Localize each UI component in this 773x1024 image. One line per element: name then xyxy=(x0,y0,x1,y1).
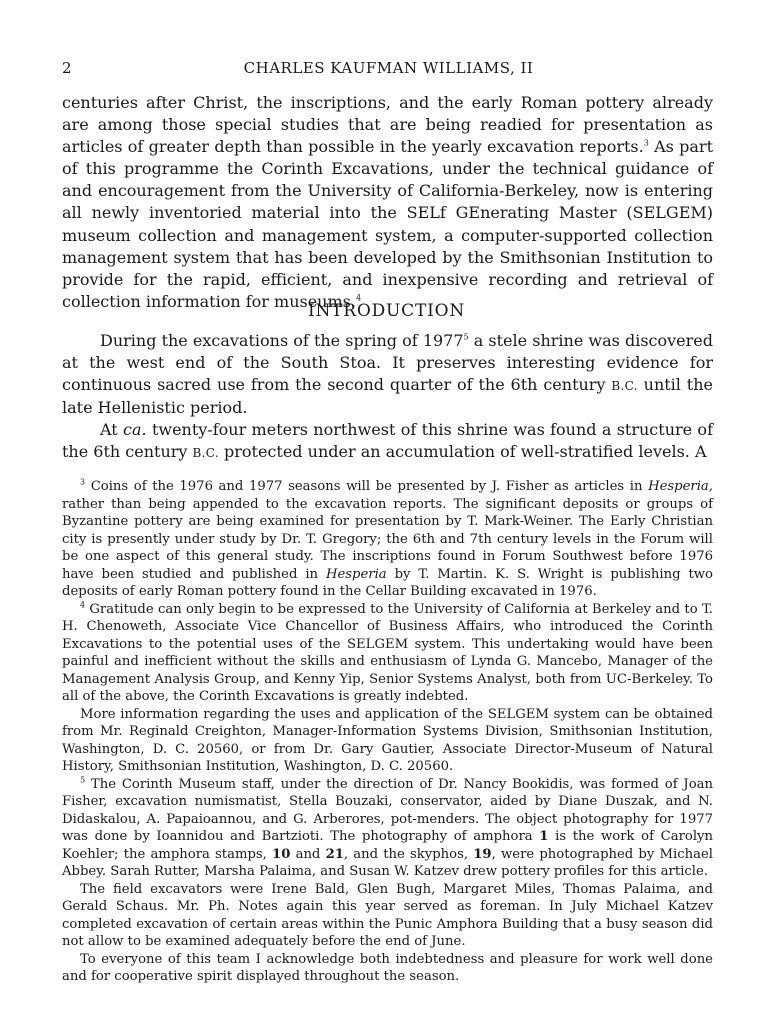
footnote-text: and xyxy=(290,846,326,862)
page-header xyxy=(62,59,715,81)
footnote-ref: 5 xyxy=(463,332,469,342)
paragraph-text: a stele shrine was discovered at the west end of the South Stoa. It preserves interesting evidence for continuous sacred use from the second quarter of the 6th century xyxy=(62,331,713,395)
footnote-marker: 5 xyxy=(80,775,86,785)
paragraph-text: twenty-four meters northwest of this shrine was found a structure of the 6th century xyxy=(62,420,713,462)
catalog-number: 1 xyxy=(539,829,549,844)
footnote-text: , were photographed by Michael Abbey. Sarah Rutter, Marsha Palaima, and Susan W. Katzev drew pottery profiles for this article. xyxy=(62,846,713,879)
footnote-text: is the work of Carolyn Koehler; the amphora stamps, xyxy=(62,829,713,862)
footnote-5 xyxy=(62,776,713,881)
footnote-marker: 3 xyxy=(80,477,86,487)
era-abbrev: B.C. xyxy=(192,446,219,461)
paragraph-text: protected under an accumulation of well-stratified levels. A xyxy=(218,442,707,462)
footnote-4 xyxy=(62,601,713,706)
footnote-ref: 3 xyxy=(643,138,649,148)
running-head: CHARLES KAUFMAN WILLIAMS, II xyxy=(243,59,534,77)
paragraph-text: centuries after Christ, the inscriptions, and the early Roman pottery already are among those special studies that are being readied for presentation as articles of greater depth than possible in the yearly excavation reports. xyxy=(62,93,713,157)
footnote-text: rather than being appended to the excavation reports. The significant deposits or groups of Byzantine pottery are being examined for presentation by T. Mark-Weiner. The Early Christian city is presently under study by Dr. T. Gregory; the 6th and 7th century levels in the Forum will be one aspect of this general study. The inscriptions found in Forum Southwest before 1976 have been studied and published in xyxy=(62,496,713,582)
paragraph-text: At xyxy=(100,420,124,440)
paragraph-text: As part of this programme the Corinth Excavations, under the technical guidance of and encouragement from the University of California-Berkeley, now is entering all newly inventoried material into the SELf GEnerating Master (SELGEM) museum collection and management system, a computer-supported collection management system that has been developed by the Smithsonian Institution to provide for the rapid, efficient, and inexpensive recording and retrieval of collection information for museums. xyxy=(62,137,713,311)
footnote-text: , and the skyphos, xyxy=(343,846,474,862)
introduction-body xyxy=(62,330,713,465)
footnote-text: Coins of the 1976 and 1977 seasons will be presented by J. Fisher as articles in xyxy=(85,479,649,494)
footnote-5-closing: To everyone of this team I acknowledge both indebtedness and pleasure for work well done and for cooperative spirit displayed throughout the season. xyxy=(62,951,713,984)
footnotes xyxy=(62,478,713,986)
catalog-number: 21 xyxy=(325,846,344,862)
continuation-paragraph xyxy=(62,92,713,313)
footnote-text: The Corinth Museum staff, under the direction of Dr. Nancy Bookidis, was formed of Joan Fisher, excavation numismatist, Stella Bouzaki, conservator, aided by Diane Duszak, and N. Didaskalou, A. Papaioannou, and G. Arberores, pot-menders. The object photography for 1977 was done by Ioannidou and Bartzioti. The photography of amphora xyxy=(62,776,713,844)
section-title: INTRODUCTION xyxy=(307,301,466,321)
journal-title: Hesperia xyxy=(325,566,387,582)
footnote-3 xyxy=(62,478,713,601)
footnote-text: by T. Martin. K. S. Wright is publishing two deposits of early Roman pottery found in the Cellar Building excavated in 1976. xyxy=(62,566,714,599)
footnote-text: Gratitude can only begin to be expressed to the University of California at Berkeley and to T. H. Chenoweth, Associate Vice Chancellor of Business Affairs, who introduced the Corinth Excavations to the potential uses of the SELGEM system. This undertaking would have been painful and inefficient without the skills and enthusiasm of Lynda G. Mancebo, Manager of the Management Analysis Group, and Kenny Yip, Senior Systems Analyst, both from UC-Berkeley. To all of the above, the Corinth Excavations is greatly indebted. xyxy=(62,601,713,704)
journal-title: Hesperia, xyxy=(648,479,713,494)
paragraph-text: until the late Hellenistic period. xyxy=(62,375,713,418)
footnote-4-continued: More information regarding the uses and application of the SELGEM system can be obtained from Mr. Reginald Creighton, Manager-Information Systems Division, Smithsonian Institution, Washington, D. C. 20560, or from Dr. Gary Gautier, Associate Director-Museum of Natural History, Smithsonian Institution, Washington, D. C. 20560. xyxy=(62,706,713,774)
footnote-5-continued: The field excavators were Irene Bald, Glen Bugh, Margaret Miles, Thomas Palaima, and Gerald Schaus. Mr. Ph. Notes again this year served as foreman. In July Michael Katzev completed excavation of certain areas within the Punic Amphora Building that a busy season did not allow to be examined adequately before the end of June. xyxy=(62,881,713,949)
era-abbrev: B.C. xyxy=(611,379,638,394)
catalog-number: 10 xyxy=(272,846,291,862)
italic-term: ca. xyxy=(123,420,147,440)
catalog-number: 19 xyxy=(473,846,492,862)
paragraph-text: During the excavations of the spring of 1977 xyxy=(100,331,464,350)
paragraph xyxy=(62,92,713,313)
paragraph xyxy=(62,330,713,419)
footnote-ref: 4 xyxy=(355,293,362,303)
page-number: 2 xyxy=(62,59,73,77)
paragraph xyxy=(62,419,713,464)
footnote-marker: 4 xyxy=(80,600,86,610)
